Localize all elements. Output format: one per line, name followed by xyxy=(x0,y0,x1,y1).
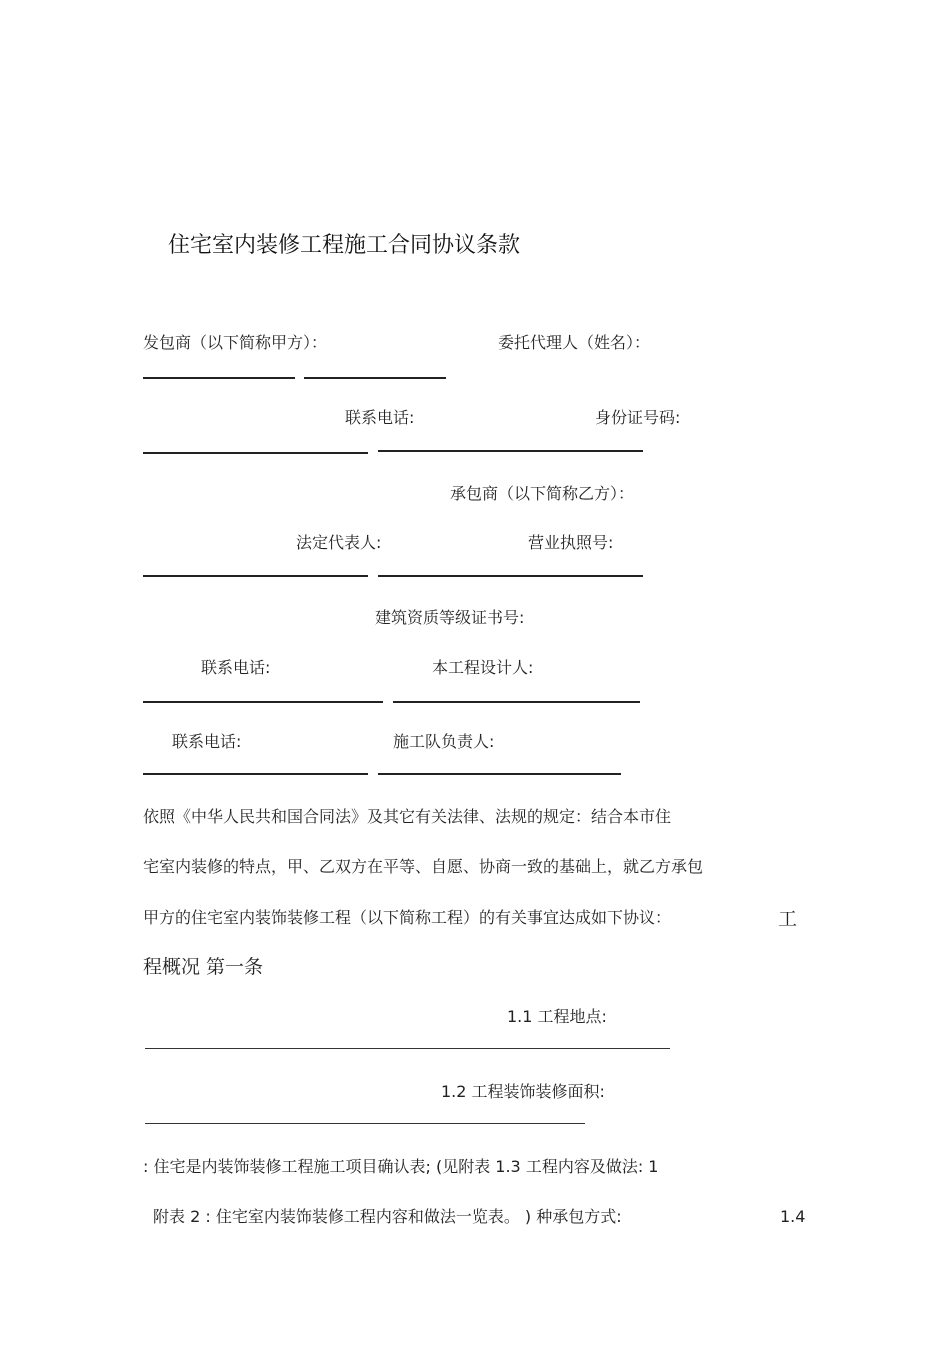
blank-line xyxy=(378,450,643,452)
label-designer: 本工程设计人: xyxy=(432,658,534,677)
label-agent-name: 委托代理人（姓名）： xyxy=(498,333,651,352)
label-legal-rep: 法定代表人: xyxy=(296,533,382,552)
blank-line xyxy=(143,773,368,775)
paragraph-line: 甲方的住宅室内装饰装修工程（以下简称工程）的有关事宜达成如下协议： xyxy=(143,908,672,927)
label-phone-2: 联系电话: xyxy=(201,658,271,677)
label-business-license: 营业执照号: xyxy=(528,533,614,552)
blank-line xyxy=(145,1048,670,1049)
label-contractor: 承包商（以下简称乙方）： xyxy=(450,484,635,503)
label-employer: 发包商（以下简称甲方）： xyxy=(143,333,328,352)
blank-line xyxy=(143,575,368,577)
clause-1-2: 1.2 工程装饰装修面积: xyxy=(441,1082,605,1101)
paragraph-line-end: 工 xyxy=(778,908,798,930)
label-phone-3: 联系电话: xyxy=(172,732,242,751)
blank-line xyxy=(304,377,446,379)
clause-1-4: 附表 2 : 住宅室内装饰装修工程内容和做法一览表。 ) 种承包方式: xyxy=(153,1207,622,1226)
label-phone-1: 联系电话: xyxy=(345,408,415,427)
blank-line xyxy=(378,575,643,577)
blank-line xyxy=(393,701,640,703)
label-id-number: 身份证号码: xyxy=(595,408,681,427)
clause-1-3: : 住宅是内装饰装修工程施工项目确认表; (见附表 1.3 工程内容及做法: 1 xyxy=(143,1157,659,1176)
document-title: 住宅室内装修工程施工合同协议条款 xyxy=(168,233,521,258)
paragraph-line: 依照《中华人民共和国合同法》及其它有关法律、法规的规定：结合本市住 xyxy=(143,807,672,826)
blank-line xyxy=(143,452,368,454)
clause-1-1: 1.1 工程地点: xyxy=(507,1007,607,1026)
blank-line xyxy=(143,701,383,703)
label-crew-leader: 施工队负责人: xyxy=(393,732,495,751)
blank-line xyxy=(378,773,621,775)
blank-line xyxy=(145,1123,585,1124)
paragraph-line: 宅室内装修的特点，甲、乙双方在平等、自愿、协商一致的基础上，就乙方承包 xyxy=(143,857,704,876)
label-qualification-cert: 建筑资质等级证书号: xyxy=(375,608,525,627)
blank-line xyxy=(143,377,295,379)
section-heading: 程概况 第一条 xyxy=(143,956,264,978)
clause-1-4-number: 1.4 xyxy=(780,1207,806,1226)
